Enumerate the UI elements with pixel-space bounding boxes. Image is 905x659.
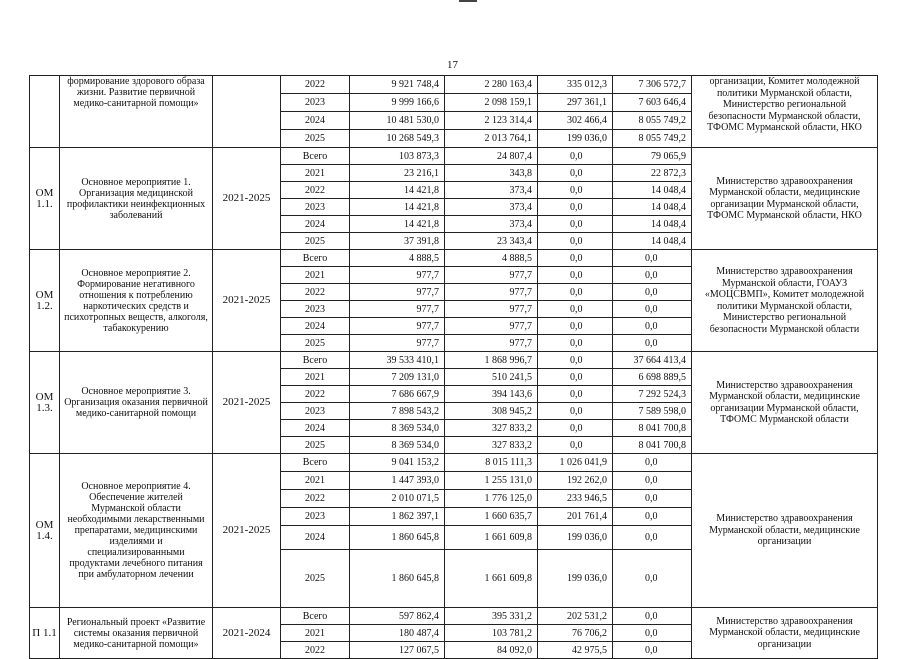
- cell-regional: 2 013 764,1: [445, 130, 538, 148]
- cell-federal: 0,0: [538, 284, 613, 301]
- cell-year: Всего: [281, 148, 350, 165]
- cell-year: 2021: [281, 625, 350, 642]
- cell-other: 8 041 700,8: [613, 437, 692, 454]
- row-period: 2021-2025: [213, 454, 281, 608]
- cell-federal: 0,0: [538, 352, 613, 369]
- table-body: [30, 76, 878, 659]
- cell-federal: 1 026 041,9: [538, 454, 613, 472]
- cell-total: 103 873,3: [350, 148, 445, 165]
- cell-total: 2 010 071,5: [350, 490, 445, 508]
- cell-total: 10 268 549,3: [350, 130, 445, 148]
- row-responsible: Министерство здравоохранения Мурманской области, ГОАУЗ «МОЦСВМП», Комитет молодежной политики Мурманской области, Министерство региональной безопасности Мурманской области: [692, 250, 878, 352]
- cell-federal: 0,0: [538, 420, 613, 437]
- cell-year: 2025: [281, 550, 350, 608]
- cell-regional: 23 343,4: [445, 233, 538, 250]
- cell-regional: 4 888,5: [445, 250, 538, 267]
- cell-total: 4 888,5: [350, 250, 445, 267]
- cell-federal: 0,0: [538, 386, 613, 403]
- cell-total: 977,7: [350, 284, 445, 301]
- cell-other: 8 041 700,8: [613, 420, 692, 437]
- cell-other: 0,0: [613, 550, 692, 608]
- cell-total: 180 487,4: [350, 625, 445, 642]
- cell-regional: 2 123 314,4: [445, 112, 538, 130]
- cell-total: 7 898 543,2: [350, 403, 445, 420]
- cell-other: 0,0: [613, 608, 692, 625]
- cell-federal: 0,0: [538, 148, 613, 165]
- cell-total: 7 209 131,0: [350, 369, 445, 386]
- cell-federal: 335 012,3: [538, 76, 613, 94]
- cell-federal: 199 036,0: [538, 550, 613, 608]
- row-description: Основное мероприятие 2. Формирование негативного отношения к потреблению наркотических средств и психотропных веществ, алкоголя, табакокурению: [60, 250, 213, 352]
- cell-year: 2025: [281, 335, 350, 352]
- cell-federal: 297 361,1: [538, 94, 613, 112]
- cell-total: 977,7: [350, 335, 445, 352]
- cell-total: 14 421,8: [350, 199, 445, 216]
- cell-year: 2023: [281, 94, 350, 112]
- cell-year: Всего: [281, 454, 350, 472]
- row-responsible: Министерство здравоохранения Мурманской области, медицинские организации Мурманской области, ТФОМС Мурманской области: [692, 352, 878, 454]
- cell-other: 0,0: [613, 267, 692, 284]
- table-row: [30, 250, 878, 267]
- row-period: 2021-2024: [213, 608, 281, 659]
- cell-federal: 199 036,0: [538, 130, 613, 148]
- cell-year: 2024: [281, 526, 350, 550]
- cell-other: 7 603 646,4: [613, 94, 692, 112]
- row-responsible: Министерство здравоохранения Мурманской области, медицинские организации Мурманской области, ТФОМС Мурманской области, НКО: [692, 148, 878, 250]
- cell-other: 14 048,4: [613, 199, 692, 216]
- table-row: [30, 454, 878, 472]
- cell-total: 8 369 534,0: [350, 420, 445, 437]
- cell-year: 2021: [281, 165, 350, 182]
- cell-regional: 327 833,2: [445, 437, 538, 454]
- cell-year: 2023: [281, 508, 350, 526]
- cell-federal: 0,0: [538, 216, 613, 233]
- cell-regional: 977,7: [445, 284, 538, 301]
- cell-other: 0,0: [613, 318, 692, 335]
- cell-other: 14 048,4: [613, 233, 692, 250]
- cell-regional: 327 833,2: [445, 420, 538, 437]
- cell-year: 2022: [281, 284, 350, 301]
- cell-total: 8 369 534,0: [350, 437, 445, 454]
- cell-year: 2022: [281, 642, 350, 659]
- cell-total: 597 862,4: [350, 608, 445, 625]
- cell-federal: 0,0: [538, 403, 613, 420]
- row-code: ОМ 1.2.: [30, 250, 60, 352]
- cell-other: 0,0: [613, 526, 692, 550]
- cell-year: Всего: [281, 352, 350, 369]
- cell-year: 2021: [281, 267, 350, 284]
- cell-regional: 308 945,2: [445, 403, 538, 420]
- cell-other: 0,0: [613, 642, 692, 659]
- cell-federal: 42 975,5: [538, 642, 613, 659]
- cell-other: 8 055 749,2: [613, 130, 692, 148]
- cell-regional: 24 807,4: [445, 148, 538, 165]
- cell-federal: 0,0: [538, 199, 613, 216]
- row-description: Основное мероприятие 1. Организация медицинской профилактики неинфекционных заболеваний: [60, 148, 213, 250]
- cell-year: 2025: [281, 437, 350, 454]
- cell-total: 39 533 410,1: [350, 352, 445, 369]
- cell-federal: 0,0: [538, 250, 613, 267]
- cell-federal: 202 531,2: [538, 608, 613, 625]
- cell-total: 1 447 393,0: [350, 472, 445, 490]
- cell-other: 14 048,4: [613, 182, 692, 199]
- cell-year: Всего: [281, 250, 350, 267]
- cell-federal: 0,0: [538, 318, 613, 335]
- cell-federal: 201 761,4: [538, 508, 613, 526]
- row-period: 2021-2025: [213, 148, 281, 250]
- cell-regional: 977,7: [445, 335, 538, 352]
- row-code: [30, 76, 60, 148]
- cell-regional: 1 255 131,0: [445, 472, 538, 490]
- cell-year: 2022: [281, 386, 350, 403]
- cell-total: 9 999 166,6: [350, 94, 445, 112]
- cell-other: 0,0: [613, 490, 692, 508]
- cell-other: 6 698 889,5: [613, 369, 692, 386]
- row-description: Основное мероприятие 3. Организация оказания первичной медико-санитарной помощи: [60, 352, 213, 454]
- cell-regional: 343,8: [445, 165, 538, 182]
- cell-other: 7 589 598,0: [613, 403, 692, 420]
- cell-federal: 0,0: [538, 233, 613, 250]
- funding-table: [29, 75, 878, 659]
- cell-regional: 1 661 609,8: [445, 526, 538, 550]
- cell-total: 127 067,5: [350, 642, 445, 659]
- cell-year: 2021: [281, 369, 350, 386]
- row-responsible: организации, Комитет молодежной политики Мурманской области, Министерство региональной безопасности Мурманской области, ТФОМС Мурманской области, НКО: [692, 76, 878, 148]
- cell-federal: 233 946,5: [538, 490, 613, 508]
- table-row: [30, 76, 878, 94]
- cell-year: 2025: [281, 130, 350, 148]
- row-code: П 1.1: [30, 608, 60, 659]
- cell-regional: 8 015 111,3: [445, 454, 538, 472]
- cell-federal: 0,0: [538, 182, 613, 199]
- cell-other: 8 055 749,2: [613, 112, 692, 130]
- cell-year: 2022: [281, 182, 350, 199]
- cell-other: 0,0: [613, 625, 692, 642]
- cell-regional: 103 781,2: [445, 625, 538, 642]
- cell-year: 2022: [281, 76, 350, 94]
- cell-year: 2022: [281, 490, 350, 508]
- cell-other: 79 065,9: [613, 148, 692, 165]
- cell-other: 0,0: [613, 301, 692, 318]
- cell-federal: 302 466,4: [538, 112, 613, 130]
- cell-federal: 0,0: [538, 301, 613, 318]
- row-code: ОМ 1.1.: [30, 148, 60, 250]
- cell-total: 977,7: [350, 318, 445, 335]
- cell-total: 1 860 645,8: [350, 526, 445, 550]
- row-responsible: Министерство здравоохранения Мурманской области, медицинские организации: [692, 454, 878, 608]
- row-description: формирование здорового образа жизни. Развитие первичной медико-санитарной помощи»: [60, 76, 213, 148]
- cell-year: Всего: [281, 608, 350, 625]
- cell-regional: 2 280 163,4: [445, 76, 538, 94]
- cell-regional: 394 143,6: [445, 386, 538, 403]
- cell-year: 2021: [281, 472, 350, 490]
- cell-year: 2023: [281, 199, 350, 216]
- cell-year: 2024: [281, 216, 350, 233]
- cell-regional: 373,4: [445, 199, 538, 216]
- row-period: [213, 76, 281, 148]
- cell-other: 22 872,3: [613, 165, 692, 182]
- row-code: ОМ 1.3.: [30, 352, 60, 454]
- row-responsible: Министерство здравоохранения Мурманской области, медицинские организации: [692, 608, 878, 659]
- cell-total: 37 391,8: [350, 233, 445, 250]
- cell-total: 977,7: [350, 301, 445, 318]
- cell-regional: 977,7: [445, 267, 538, 284]
- cell-other: 0,0: [613, 250, 692, 267]
- cell-federal: 0,0: [538, 165, 613, 182]
- cell-total: 10 481 530,0: [350, 112, 445, 130]
- cell-regional: 1 660 635,7: [445, 508, 538, 526]
- table-row: [30, 352, 878, 369]
- cell-total: 9 921 748,4: [350, 76, 445, 94]
- cell-regional: 1 661 609,8: [445, 550, 538, 608]
- cell-federal: 0,0: [538, 335, 613, 352]
- cell-total: 7 686 667,9: [350, 386, 445, 403]
- cell-total: 14 421,8: [350, 216, 445, 233]
- row-code: ОМ 1.4.: [30, 454, 60, 608]
- cell-year: 2023: [281, 301, 350, 318]
- cell-other: 0,0: [613, 508, 692, 526]
- cell-regional: 373,4: [445, 182, 538, 199]
- table-row: [30, 608, 878, 625]
- cell-federal: 0,0: [538, 437, 613, 454]
- cell-regional: 510 241,5: [445, 369, 538, 386]
- row-period: 2021-2025: [213, 352, 281, 454]
- cell-federal: 0,0: [538, 267, 613, 284]
- cell-other: 0,0: [613, 284, 692, 301]
- row-period: 2021-2025: [213, 250, 281, 352]
- row-description: Региональный проект «Развитие системы оказания первичной медико-санитарной помощи»: [60, 608, 213, 659]
- cell-total: 9 041 153,2: [350, 454, 445, 472]
- cell-regional: 84 092,0: [445, 642, 538, 659]
- cell-federal: 199 036,0: [538, 526, 613, 550]
- cell-regional: 1 776 125,0: [445, 490, 538, 508]
- cell-total: 977,7: [350, 267, 445, 284]
- cell-regional: 977,7: [445, 301, 538, 318]
- page-number: 17: [447, 59, 458, 71]
- cell-other: 14 048,4: [613, 216, 692, 233]
- cell-year: 2024: [281, 112, 350, 130]
- cell-federal: 0,0: [538, 369, 613, 386]
- top-mark: [459, 0, 477, 2]
- cell-regional: 395 331,2: [445, 608, 538, 625]
- cell-total: 23 216,1: [350, 165, 445, 182]
- row-description: Основное мероприятие 4. Обеспечение жителей Мурманской области необходимыми лекарственными препаратами, медицинскими изделиями и специализированными продуктами лечебного питания при амбулаторном лечении: [60, 454, 213, 608]
- cell-year: 2025: [281, 233, 350, 250]
- cell-other: 0,0: [613, 454, 692, 472]
- cell-regional: 977,7: [445, 318, 538, 335]
- cell-regional: 2 098 159,1: [445, 94, 538, 112]
- cell-other: 7 306 572,7: [613, 76, 692, 94]
- cell-regional: 1 868 996,7: [445, 352, 538, 369]
- cell-total: 1 860 645,8: [350, 550, 445, 608]
- cell-year: 2023: [281, 403, 350, 420]
- cell-other: 0,0: [613, 335, 692, 352]
- cell-federal: 192 262,0: [538, 472, 613, 490]
- cell-other: 37 664 413,4: [613, 352, 692, 369]
- table-row: [30, 148, 878, 165]
- cell-total: 1 862 397,1: [350, 508, 445, 526]
- cell-regional: 373,4: [445, 216, 538, 233]
- cell-other: 7 292 524,3: [613, 386, 692, 403]
- cell-year: 2024: [281, 318, 350, 335]
- cell-federal: 76 706,2: [538, 625, 613, 642]
- cell-total: 14 421,8: [350, 182, 445, 199]
- cell-other: 0,0: [613, 472, 692, 490]
- cell-year: 2024: [281, 420, 350, 437]
